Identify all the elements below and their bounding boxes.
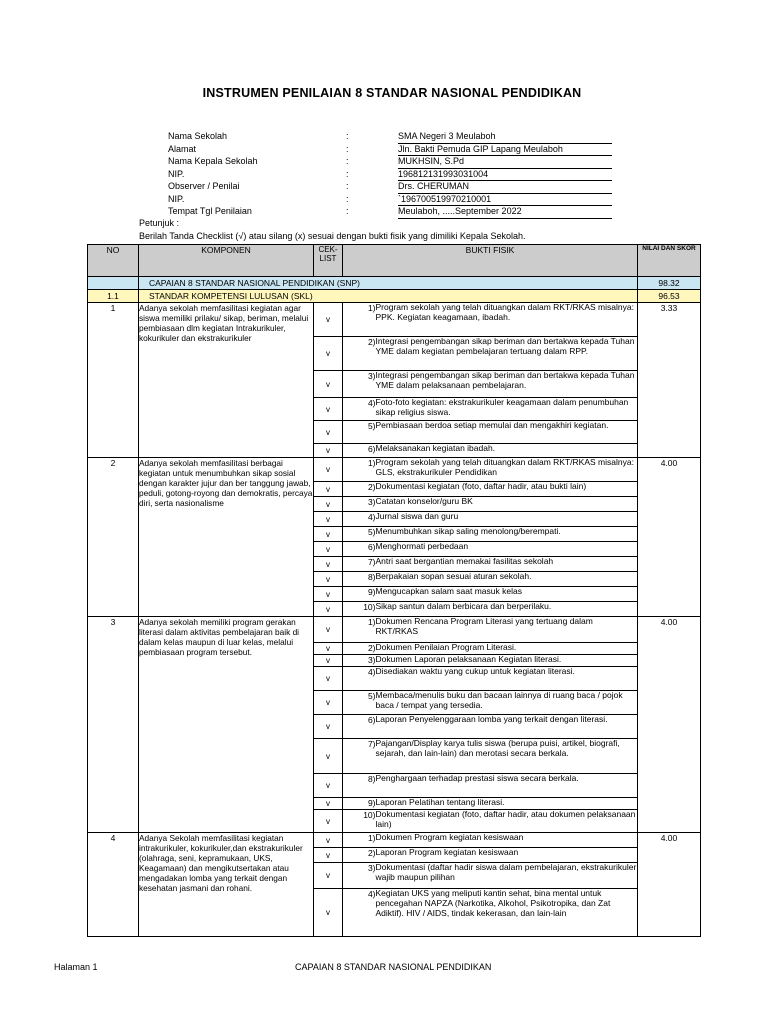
evidence-number: 3) xyxy=(343,497,376,512)
info-colon: : xyxy=(346,193,349,204)
skl-no: 1.1 xyxy=(88,290,139,303)
evidence-number: 9) xyxy=(343,587,376,602)
evidence-text: Integrasi pengembangan sikap beriman dan bertakwa kepada Tuhan YME dalam pelaksanaan pembelajaran. xyxy=(376,371,638,398)
checklist-cell[interactable]: v xyxy=(314,458,343,482)
info-colon: : xyxy=(346,156,349,166)
info-value: Drs. CHERUMAN xyxy=(398,181,612,194)
checklist-cell[interactable]: v xyxy=(314,557,343,572)
component-description: Adanya sekolah memfasilitasi kegiatan agar siswa memiliki prilaku/ sikap, beriman, melalui pembiasaan dlm kegiatan Intrakurikuler, kokurikuler dan ekstrakurikuler xyxy=(139,303,314,458)
table-row xyxy=(88,458,701,482)
evidence-number: 4) xyxy=(343,667,376,691)
evidence-number: 5) xyxy=(343,527,376,542)
evidence-number: 9) xyxy=(343,798,376,810)
evidence-text: Mengucapkan salam saat masuk kelas xyxy=(376,587,638,602)
checklist-cell[interactable]: v xyxy=(314,643,343,655)
checklist-cell[interactable]: v xyxy=(314,617,343,643)
info-label: Nama Kepala Sekolah xyxy=(168,156,258,166)
checklist-cell[interactable]: v xyxy=(314,527,343,542)
checklist-cell[interactable]: v xyxy=(314,512,343,527)
evidence-text: Dokumen Laporan pelaksanaan Kegiatan literasi. xyxy=(376,655,638,667)
school-info xyxy=(168,131,618,219)
evidence-text: Membaca/menulis buku dan bacaan lainnya di ruang baca / pojok baca / tempat yang tersedia. xyxy=(376,691,638,715)
evidence-number: 3) xyxy=(343,655,376,667)
info-label: Nama Sekolah xyxy=(168,131,228,141)
checklist-cell[interactable]: v xyxy=(314,848,343,863)
component-description: Adanya sekolah memfasilitasi berbagai kegiatan untuk menumbuhkan sikap sosial dengan karakter jujur dan ber tanggung jawab, peduli, gotong-royong dan demokratis, percaya diri, serta nasionalisme xyxy=(139,458,314,617)
page-title: INSTRUMEN PENILAIAN 8 STANDAR NASIONAL PENDIDIKAN xyxy=(202,86,582,100)
info-row xyxy=(168,181,618,194)
evidence-number: 6) xyxy=(343,715,376,739)
evidence-number: 5) xyxy=(343,691,376,715)
info-colon: : xyxy=(346,131,349,141)
evidence-text: Dokumentasi kegiatan (foto, daftar hadir, atau dokumen pelaksanaan lain) xyxy=(376,810,638,833)
header-ceklist: CEK-LIST xyxy=(314,245,343,277)
evidence-text: Menghormati perbedaan xyxy=(376,542,638,557)
info-colon: : xyxy=(346,181,349,191)
info-value: Meulaboh, .....September 2022 xyxy=(398,206,612,219)
evidence-number: 7) xyxy=(343,557,376,572)
evidence-text: Laporan Pelatihan tentang literasi. xyxy=(376,798,638,810)
component-number: 3 xyxy=(88,617,139,833)
evidence-text: Laporan Penyelenggaraan lomba yang terkait dengan literasi. xyxy=(376,715,638,739)
evidence-text: Laporan Program kegiatan kesiswaan xyxy=(376,848,638,863)
checklist-cell[interactable]: v xyxy=(314,798,343,810)
evidence-number: 8) xyxy=(343,572,376,587)
evidence-number: 6) xyxy=(343,542,376,557)
snp-score: 98.32 xyxy=(638,277,701,290)
evidence-text: Dokumen Penilaian Program Literasi. xyxy=(376,643,638,655)
instructions-heading: Petunjuk : xyxy=(139,218,180,228)
checklist-cell[interactable]: v xyxy=(314,774,343,798)
snp-no xyxy=(88,277,139,290)
table-row xyxy=(88,303,701,337)
evidence-number: 1) xyxy=(343,458,376,482)
checklist-cell[interactable]: v xyxy=(314,371,343,398)
info-value: `196700519970210001 xyxy=(398,194,612,207)
assessment-table xyxy=(87,244,701,937)
info-label: NIP. xyxy=(168,193,185,204)
evidence-number: 1) xyxy=(343,303,376,337)
checklist-cell[interactable]: v xyxy=(314,497,343,512)
component-number: 4 xyxy=(88,833,139,937)
evidence-number: 2) xyxy=(343,643,376,655)
info-colon: : xyxy=(346,143,349,154)
footer-title: CAPAIAN 8 STANDAR NASIONAL PENDIDIKAN xyxy=(295,962,492,972)
info-label: Alamat xyxy=(168,143,197,154)
component-score: 3.33 xyxy=(638,303,701,458)
evidence-text: Catatan konselor/guru BK xyxy=(376,497,638,512)
snp-row xyxy=(88,277,701,290)
evidence-text: Jurnal siswa dan guru xyxy=(376,512,638,527)
header-bukti-fisik: BUKTI FISIK xyxy=(343,245,638,277)
evidence-number: 10) xyxy=(343,810,376,833)
checklist-cell[interactable]: v xyxy=(314,482,343,497)
snp-label: CAPAIAN 8 STANDAR NASIONAL PENDIDIKAN (SNP) xyxy=(139,277,638,290)
evidence-number: 4) xyxy=(343,889,376,937)
info-value: SMA Negeri 3 Meulaboh xyxy=(398,131,612,144)
evidence-number: 5) xyxy=(343,421,376,444)
evidence-number: 1) xyxy=(343,617,376,643)
info-row xyxy=(168,144,618,157)
checklist-cell[interactable]: v xyxy=(314,444,343,458)
evidence-text: Pembiasaan berdoa setiap memulai dan mengakhiri kegiatan. xyxy=(376,421,638,444)
info-label: Tempat Tgl Penilaian xyxy=(168,206,252,216)
info-row xyxy=(168,131,618,144)
evidence-number: 6) xyxy=(343,444,376,458)
skl-label: STANDAR KOMPETENSI LULUSAN (SKL) xyxy=(139,290,638,303)
info-value: MUKHSIN, S.Pd xyxy=(398,156,612,169)
skl-score: 96.53 xyxy=(638,290,701,303)
info-colon: : xyxy=(346,206,349,216)
checklist-cell[interactable]: v xyxy=(314,587,343,602)
footer-page-number: Halaman 1 xyxy=(54,962,98,972)
evidence-number: 2) xyxy=(343,848,376,863)
evidence-text: Sikap santun dalam berbicara dan berperilaku. xyxy=(376,602,638,617)
checklist-cell[interactable]: v xyxy=(314,655,343,667)
evidence-text: Dokumen Rencana Program Literasi yang tertuang dalam RKT/RKAS xyxy=(376,617,638,643)
checklist-cell[interactable]: v xyxy=(314,303,343,337)
checklist-cell[interactable]: v xyxy=(314,602,343,617)
evidence-number: 10) xyxy=(343,602,376,617)
evidence-number: 2) xyxy=(343,337,376,371)
checklist-cell[interactable]: v xyxy=(314,863,343,889)
evidence-text: Penghargaan terhadap prestasi siswa secara berkala. xyxy=(376,774,638,798)
checklist-cell[interactable]: v xyxy=(314,739,343,774)
evidence-text: Dokumentasi kegiatan (foto, daftar hadir, atau bukti lain) xyxy=(376,482,638,497)
evidence-number: 2) xyxy=(343,482,376,497)
checklist-cell[interactable]: v xyxy=(314,572,343,587)
evidence-text: Pajangan/Display karya tulis siswa (berupa puisi, artikel, biografi, sejarah, dan lain-lain) dan merotasi secara berkala. xyxy=(376,739,638,774)
evidence-text: Program sekolah yang telah dituangkan dalam RKT/RKAS misalnya: PPK. Kegiatan keagamaan, ibadah. xyxy=(376,303,638,337)
info-label: NIP. xyxy=(168,168,185,179)
evidence-text: Berpakaian sopan sesuai aturan sekolah. xyxy=(376,572,638,587)
header-nilai-skor: NILAI DAN SKOR xyxy=(638,245,701,277)
checklist-cell[interactable]: v xyxy=(314,810,343,833)
checklist-cell[interactable]: v xyxy=(314,542,343,557)
evidence-number: 4) xyxy=(343,512,376,527)
evidence-text: Menumbuhkan sikap saling menolong/berempati. xyxy=(376,527,638,542)
evidence-number: 7) xyxy=(343,739,376,774)
checklist-cell[interactable]: v xyxy=(314,398,343,421)
info-value: Jln. Bakti Pemuda GIP Lapang Meulaboh xyxy=(398,144,612,157)
instructions-text: Berilah Tanda Checklist (√) atau silang (x) sesuai dengan bukti fisik yang dimiliki Kepala Sekolah. xyxy=(139,231,526,241)
evidence-number: 1) xyxy=(343,833,376,848)
component-number: 2 xyxy=(88,458,139,617)
evidence-text: Program sekolah yang telah dituangkan dalam RKT/RKAS misalnya: GLS, ekstrakurikuler Pendidikan xyxy=(376,458,638,482)
component-description: Adanya sekolah memiliki program gerakan literasi dalam aktivitas pembelajaran baik di dalam kelas maupun di luar kelas, melalui pembiasaan program tersebut. xyxy=(139,617,314,833)
evidence-number: 4) xyxy=(343,398,376,421)
checklist-cell[interactable]: v xyxy=(314,833,343,848)
component-score: 4.00 xyxy=(638,617,701,833)
evidence-text: Kegiatan UKS yang meliputi kantin sehat, bina mental untuk pencegahan NAPZA (Narkotika, Alkohol, Psikotropika, dan Zat Adiktif). HIV / AIDS, tindak kekerasan, dan lain-lain xyxy=(376,889,638,937)
component-score: 4.00 xyxy=(638,833,701,937)
component-description: Adanya Sekolah memfasilitasi kegiatan intrakurikuler, kokurikuler,dan ekstrakurikuler (olahraga, seni, kepramukaan, UKS, Keagamaan) dan mengikutsertakan atau mengadakan lomba yang terkait dengan kesehatan jasmani dan rohani. xyxy=(139,833,314,937)
evidence-number: 8) xyxy=(343,774,376,798)
info-row xyxy=(168,169,618,182)
checklist-cell[interactable]: v xyxy=(314,421,343,444)
checklist-cell[interactable]: v xyxy=(314,337,343,371)
evidence-text: Dokumentasi (daftar hadir siswa dalam pembelajaran, ekstrakurikuler wajib maupun pilihan xyxy=(376,863,638,889)
evidence-text: Disediakan waktu yang cukup untuk kegiatan literasi. xyxy=(376,667,638,691)
component-number: 1 xyxy=(88,303,139,458)
table-row xyxy=(88,833,701,848)
checklist-cell[interactable]: v xyxy=(314,715,343,739)
table-header-row xyxy=(88,245,701,277)
info-row xyxy=(168,194,618,207)
header-komponen: KOMPONEN xyxy=(139,245,314,277)
evidence-text: Integrasi pengembangan sikap beriman dan bertakwa kepada Tuhan YME dalam kegiatan pembelajaran tertuang dalam RPP. xyxy=(376,337,638,371)
table-row xyxy=(88,617,701,643)
evidence-number: 3) xyxy=(343,371,376,398)
evidence-number: 3) xyxy=(343,863,376,889)
info-label: Observer / Penilai xyxy=(168,181,240,191)
checklist-cell[interactable]: v xyxy=(314,667,343,691)
info-row xyxy=(168,206,618,219)
evidence-text: Antri saat bergantian memakai fasilitas sekolah xyxy=(376,557,638,572)
checklist-cell[interactable]: v xyxy=(314,889,343,937)
skl-row xyxy=(88,290,701,303)
info-colon: : xyxy=(346,168,349,179)
evidence-text: Foto-foto kegiatan: ekstrakurikuler keagamaan dalam penumbuhan sikap religius siswa. xyxy=(376,398,638,421)
evidence-text: Melaksanakan kegiatan ibadah. xyxy=(376,444,638,458)
component-score: 4.00 xyxy=(638,458,701,617)
info-row xyxy=(168,156,618,169)
evidence-text: Dokumen Program kegiatan kesiswaan xyxy=(376,833,638,848)
checklist-cell[interactable]: v xyxy=(314,691,343,715)
info-value: 196812131993031004 xyxy=(398,169,612,182)
header-no: NO xyxy=(88,245,139,277)
